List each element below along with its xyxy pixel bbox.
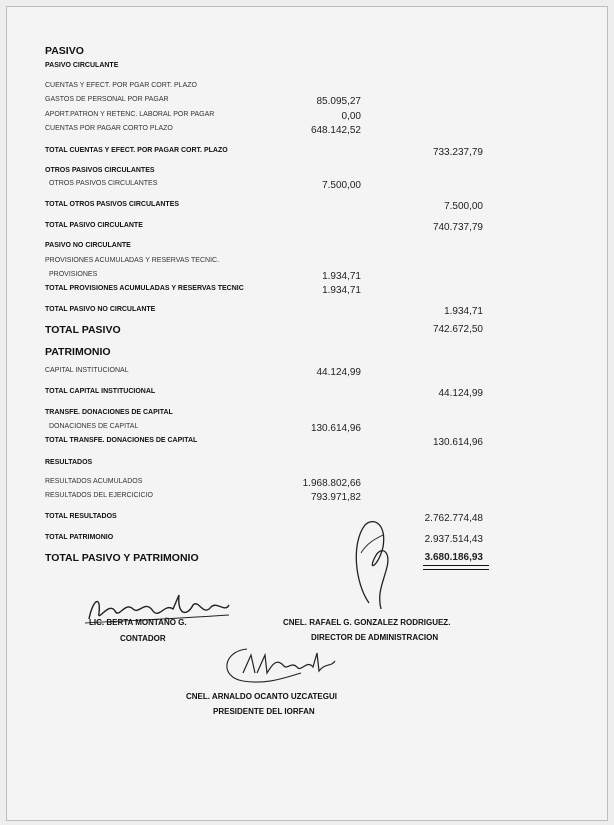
- line-item: CUENTAS Y EFECT. POR PGAR CORT. PLAZO: [45, 82, 197, 89]
- total-pasivo: TOTAL PASIVO 742.672,50: [45, 324, 483, 336]
- section-otros-pasivos: OTROS PASIVOS CIRCULANTES: [45, 167, 155, 174]
- signature-director-scribble: [347, 513, 397, 613]
- line-item: DONACIONES DE CAPITAL 130.614,96: [49, 423, 361, 434]
- line-item: PROVISIONES ACUMULADAS Y RESERVAS TECNIC.: [45, 257, 220, 264]
- balance-sheet-page: [6, 6, 608, 821]
- total-line: TOTAL PASIVO NO CIRCULANTE 1.934,71: [45, 306, 483, 317]
- line-item: CUENTAS POR PAGAR CORTO PLAZO 648.142,52: [45, 125, 361, 136]
- double-underline: [423, 565, 489, 570]
- presidente-name: CNEL. ARNALDO OCANTO UZCATEGUI: [186, 692, 337, 701]
- contador-title: CONTADOR: [120, 634, 166, 643]
- line-item: PROVISIONES 1.934,71: [49, 271, 361, 282]
- section-resultados: RESULTADOS: [45, 459, 93, 466]
- section-patrimonio: PATRIMONIO: [45, 346, 111, 358]
- signature-presidente-scribble: [217, 643, 347, 687]
- total-line: TOTAL CUENTAS Y EFECT. POR PAGAR CORT. PLAZO 733.237,79: [45, 147, 483, 158]
- line-item: OTROS PASIVOS CIRCULANTES 7.500,00: [49, 180, 361, 191]
- line-item: RESULTADOS DEL EJERCICICIO 793.971,82: [45, 492, 361, 503]
- total-line: TOTAL PASIVO CIRCULANTE 740.737,79: [45, 222, 483, 233]
- total-line: TOTAL RESULTADOS 2.762.774,48: [45, 513, 483, 524]
- presidente-title: PRESIDENTE DEL IORFAN: [213, 707, 315, 716]
- director-title: DIRECTOR DE ADMINISTRACION: [311, 633, 439, 642]
- line-item: GASTOS DE PERSONAL POR PAGAR 85.095,27: [45, 96, 361, 107]
- total-line: TOTAL PROVISIONES ACUMULADAS Y RESERVAS TECNIC 1.934,71: [45, 285, 361, 296]
- section-pasivo-no-circulante: PASIVO NO CIRCULANTE: [45, 242, 131, 249]
- director-name: CNEL. RAFAEL G. GONZALEZ RODRIGUEZ.: [283, 618, 451, 627]
- line-item: RESULTADOS ACUMULADOS 1.968.802,66: [45, 478, 361, 489]
- line-item: CAPITAL INSTITUCIONAL 44.124,99: [45, 367, 361, 378]
- total-line: TOTAL OTROS PASIVOS CIRCULANTES 7.500,00: [45, 201, 483, 212]
- line-item: APORT.PATRON Y RETENC. LABORAL POR PAGAR 0,00: [45, 111, 361, 122]
- grand-total: TOTAL PASIVO Y PATRIMONIO 3.680.186,93: [45, 552, 483, 564]
- total-line: TOTAL PATRIMONIO 2.937.514,43: [45, 534, 483, 545]
- section-pasivo: PASIVO: [45, 45, 84, 57]
- section-pasivo-circulante: PASIVO CIRCULANTE: [45, 62, 119, 69]
- contador-name: LIC. BERTA MONTAÑO G.: [89, 618, 187, 627]
- section-transfe-donaciones: TRANSFE. DONACIONES DE CAPITAL: [45, 409, 173, 416]
- total-line: TOTAL TRANSFE. DONACIONES DE CAPITAL 130.614,96: [45, 437, 483, 448]
- total-line: TOTAL CAPITAL INSTITUCIONAL 44.124,99: [45, 388, 483, 399]
